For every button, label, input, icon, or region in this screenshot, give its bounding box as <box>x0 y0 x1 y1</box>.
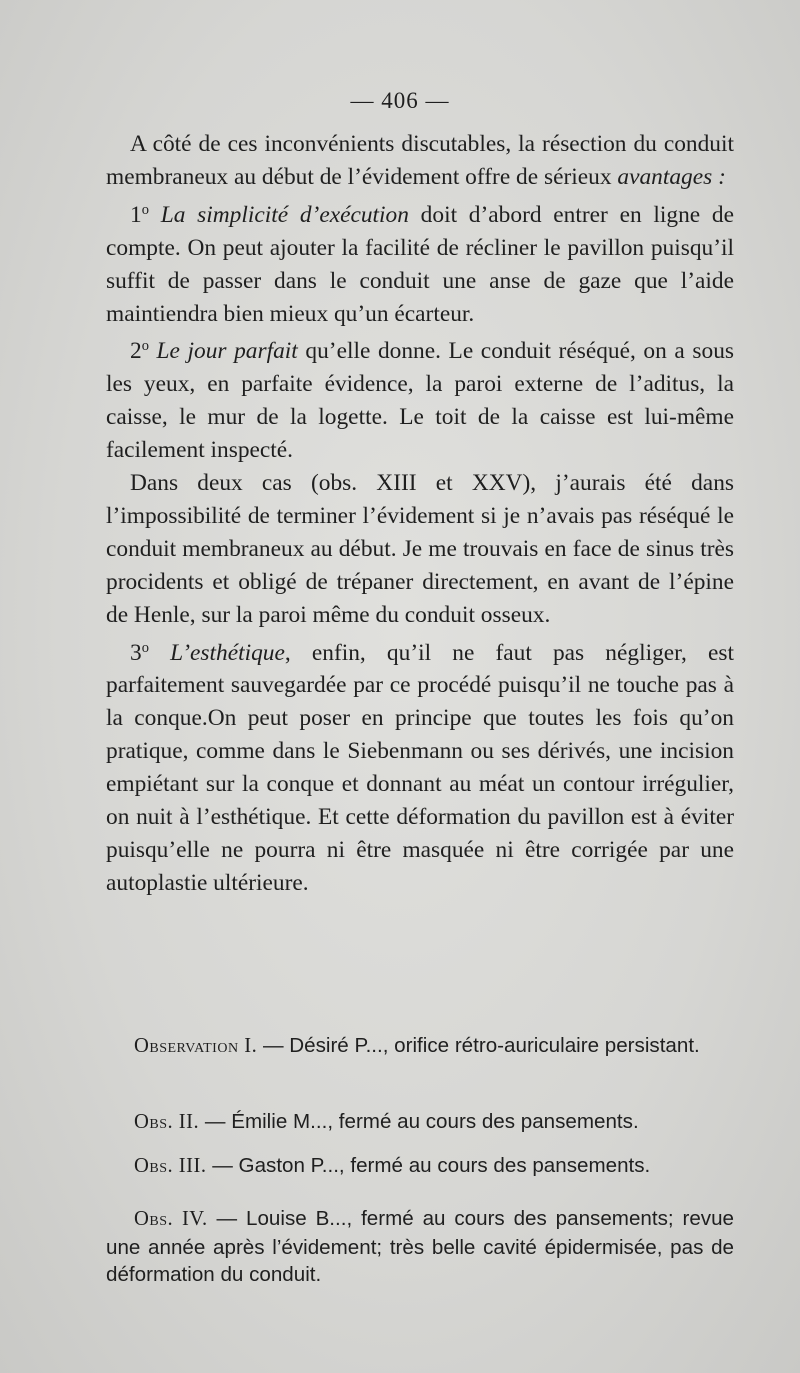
point-1-ordinal: o <box>141 201 149 218</box>
observation-4 <box>106 1205 734 1289</box>
paragraph-point-2 <box>106 330 734 467</box>
point-2-number: 2 <box>130 338 142 365</box>
point-1-title: La simplicité d’exécution <box>160 201 409 228</box>
observation-1-text: — Désiré P..., orifice rétro-auriculaire persistant. <box>257 1034 700 1057</box>
observation-2-text: — Émilie M..., fermé au cours des pansements. <box>199 1110 639 1133</box>
point-1-number: 1 <box>130 201 142 228</box>
point-2-ordinal: o <box>141 338 149 355</box>
point-2-title: Le jour parfait <box>156 338 298 365</box>
point-3-number: 3 <box>130 639 142 666</box>
observation-4-text: — Louise B..., fermé au cours des pansements; revue une année après l’évidement; très belle cavité épidermisée, pas de déformation du conduit. <box>106 1207 734 1286</box>
observation-3-text: — Gaston P..., fermé au cours des pansements. <box>206 1154 651 1177</box>
paragraph-point-1 <box>106 194 734 331</box>
main-text <box>106 128 734 900</box>
observation-2 <box>106 1108 734 1137</box>
observation-3 <box>106 1152 734 1181</box>
paragraph-point-3 <box>106 632 734 900</box>
point-2-text: qu’elle donne. Le conduit réséqué, on a sous les yeux, en parfaite évidence, la paroi externe de l’aditus, la caisse, le mur de la logette. Le toit de la caisse est lui-même facilement inspecté. <box>106 338 734 464</box>
paragraph-intro-text: A côté de ces inconvénients discutables, la résection du conduit membraneux au début de l’évidement offre de sérieux <box>106 131 734 190</box>
point-3-ordinal: o <box>141 639 149 656</box>
observation-1-heading: Observation I. <box>134 1035 258 1057</box>
page-number: — 406 — <box>350 88 450 113</box>
observation-1 <box>106 1032 734 1061</box>
point-3-title: L’esthétique <box>170 639 285 666</box>
point-1-text: doit d’abord entrer en ligne de compte. On peut ajouter la facilité de récliner le pavillon puisqu’il suffit de passer dans le conduit une anse de gaze que l’aide maintiendra bien mieux qu’un écarteur. <box>106 201 734 327</box>
point-3-text: , enfin, qu’il ne faut pas négliger, est parfaitement sauvegardée par ce procédé puisqu’il ne touche pas à la conque.On peut poser en principe que toutes les fois qu’on pratique, comme dans le Siebenmann ou ses dérivés, une incision empiétant sur la conque et donnant au méat un contour irrégulier, on nuit à l’esthétique. Et cette déformation du pavillon est à éviter puisqu’elle ne pourra ni être masquée ni être corrigée par une autoplastie ultérieure. <box>106 639 734 896</box>
paragraph-intro-emphasis: avantages : <box>617 163 726 190</box>
paragraph-intro <box>106 128 734 194</box>
observation-2-heading: Obs. II. <box>134 1111 200 1133</box>
observation-4-heading: Obs. IV. <box>134 1208 208 1230</box>
paragraph-cases: Dans deux cas (obs. XIII et XXV), j’aurais été dans l’impossibilité de terminer l’évidement si je n’avais pas réséqué le conduit membraneux au début. Je me trouvais en face de sinus très procidents et obligé de trépaner directement, en avant de l’épine de Henle, sur la paroi même du conduit osseux. <box>106 470 734 628</box>
observation-3-heading: Obs. III. <box>134 1155 207 1177</box>
